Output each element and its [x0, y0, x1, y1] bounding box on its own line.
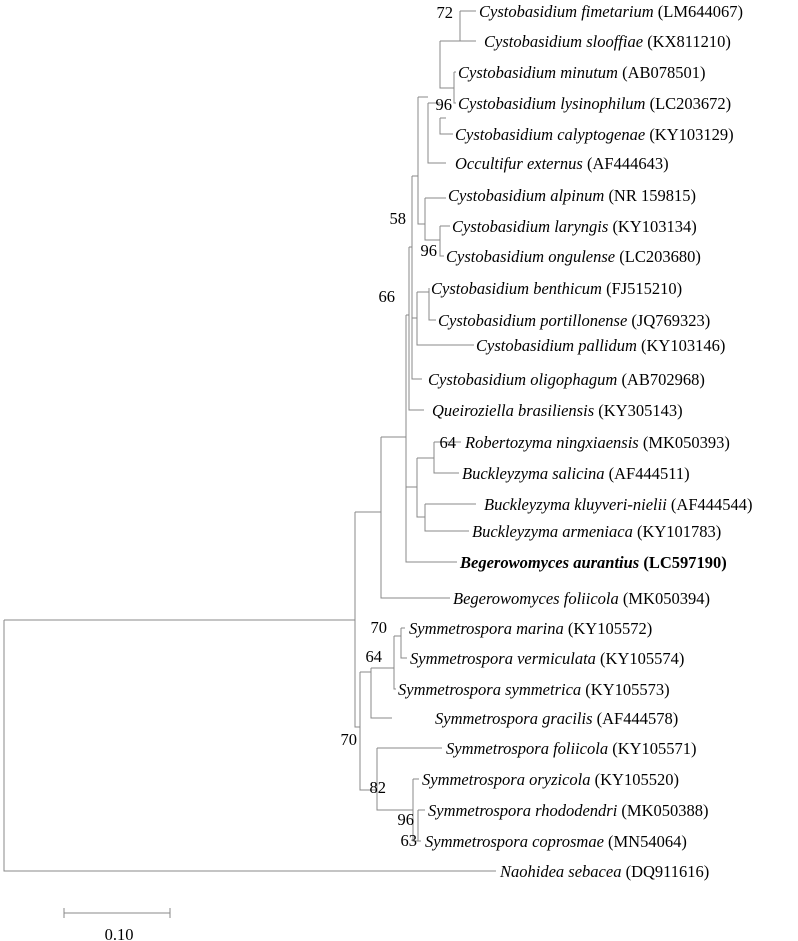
taxon-label-highlight: Begerowomyces aurantius (LC597190) — [460, 553, 727, 572]
scale-bar-label: 0.10 — [104, 925, 134, 941]
bootstrap-value: 72 — [436, 3, 453, 22]
taxon-label: Symmetrospora vermiculata (KY105574) — [410, 649, 685, 668]
branch — [412, 176, 422, 379]
bootstrap-value: 63 — [400, 831, 417, 850]
branch — [412, 176, 417, 318]
taxon-label: Symmetrospora symmetrica (KY105573) — [398, 680, 670, 699]
branch — [401, 628, 407, 658]
branch — [440, 118, 453, 134]
taxon-label: Cystobasidium alpinum (NR 159815) — [448, 186, 696, 205]
branch — [454, 72, 456, 103]
bootstrap-value: 82 — [369, 778, 386, 797]
taxon-label: Symmetrospora foliicola (KY105571) — [446, 739, 697, 758]
branch — [440, 41, 454, 88]
scale-bar — [64, 908, 170, 918]
taxon-label: Cystobasidium pallidum (KY103146) — [476, 336, 726, 355]
taxon-label: Symmetrospora rhododendri (MK050388) — [428, 801, 709, 820]
taxon-label: Symmetrospora oryzicola (KY105520) — [422, 770, 679, 789]
taxon-label: Buckleyzyma kluyveri-nielii (AF444544) — [484, 495, 753, 514]
taxon-label: Naohidea sebacea (DQ911616) — [500, 862, 710, 881]
taxon-label: Queiroziella brasiliensis (KY305143) — [432, 401, 683, 420]
bootstrap-value: 58 — [389, 209, 406, 228]
branch — [394, 636, 396, 689]
taxon-label: Buckleyzyma salicina (AF444511) — [462, 464, 690, 483]
bootstrap-value: 70 — [340, 730, 357, 749]
bootstrap-value: 96 — [435, 95, 452, 114]
branch — [418, 97, 425, 224]
taxon-label: Symmetrospora marina (KY105572) — [409, 619, 653, 638]
bootstrap-value: 64 — [365, 647, 382, 666]
taxon-label: Cystobasidium laryngis (KY103134) — [452, 217, 697, 236]
taxon-label: Cystobasidium portillonense (JQ769323) — [438, 311, 711, 330]
taxon-label: Symmetrospora gracilis (AF444578) — [435, 709, 679, 728]
branch — [371, 668, 392, 718]
taxon-label: Cystobasidium lysinophilum (LC203672) — [458, 94, 732, 113]
taxon-label: Cystobasidium oligophagum (AB702968) — [428, 370, 705, 389]
branch — [425, 504, 469, 531]
taxon-label: Cystobasidium calyptogenae (KY103129) — [455, 125, 734, 144]
bootstrap-value: 96 — [397, 810, 414, 829]
taxon-label: Occultifur externus (AF444643) — [455, 154, 669, 173]
branch — [440, 226, 444, 256]
taxon-label: Buckleyzyma armeniaca (KY101783) — [472, 522, 722, 541]
taxon-label: Cystobasidium fimetarium (LM644067) — [479, 2, 744, 21]
branch — [360, 672, 377, 790]
taxon-label: Cystobasidium minutum (AB078501) — [458, 63, 706, 82]
branch — [460, 11, 476, 41]
taxon-label: Cystobasidium slooffiae (KX811210) — [484, 32, 731, 51]
bootstrap-value: 96 — [420, 241, 437, 260]
bootstrap-value: 66 — [378, 287, 395, 306]
branch — [425, 198, 440, 240]
taxon-label: Begerowomyces foliicola (MK050394) — [453, 589, 710, 608]
branch — [355, 512, 360, 727]
taxon-label: Cystobasidium benthicum (FJ515210) — [431, 279, 683, 298]
branch — [418, 810, 421, 841]
taxon-label: Cystobasidium ongulense (LC203680) — [446, 247, 701, 266]
branch — [417, 458, 425, 517]
branch — [381, 437, 450, 598]
taxon-label: Symmetrospora coprosmae (MN54064) — [425, 832, 687, 851]
bootstrap-value: 70 — [370, 618, 387, 637]
taxon-label: Robertozyma ningxiaensis (MK050393) — [465, 433, 730, 452]
bootstrap-value: 64 — [439, 433, 456, 452]
